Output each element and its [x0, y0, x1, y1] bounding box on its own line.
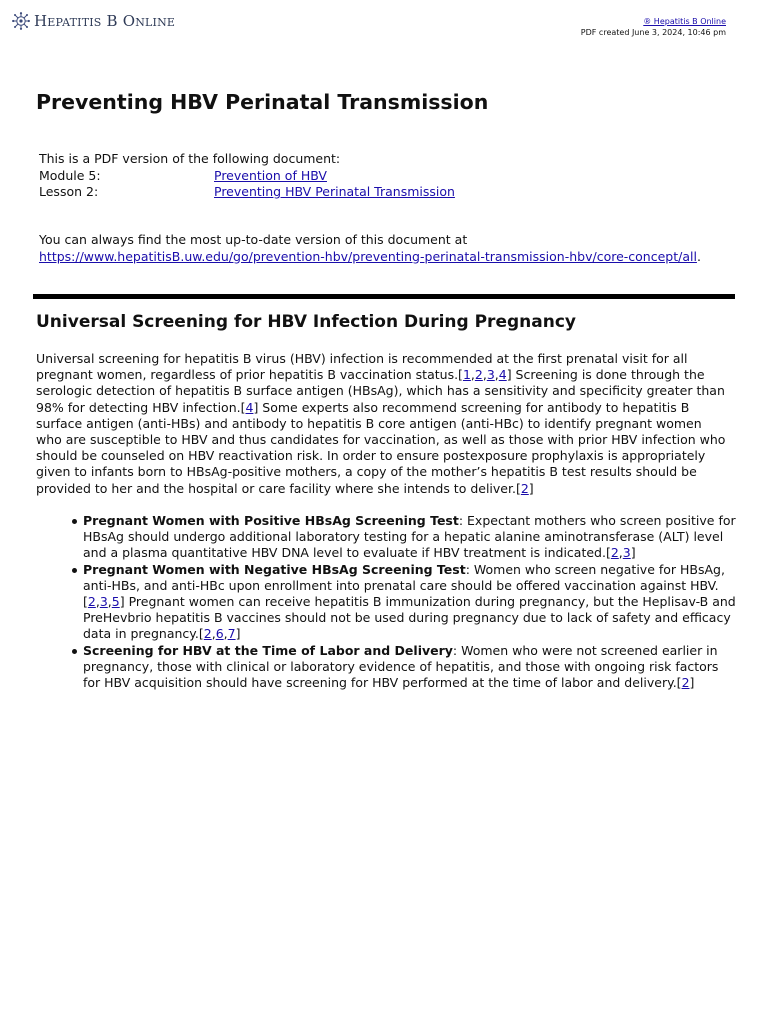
intro-text-2: ] Screening is done through the serologic detection of hepatitis B surface antigen (HBsAg), which has a sensitivity and specificity greater than 98% for detecting HBV infection.[: [36, 367, 725, 415]
reference-link[interactable]: 4: [245, 399, 254, 415]
list-item: [36, 643, 736, 692]
bullet-text: : Women who were not screened earlier in pregnancy, those with clinical or laboratory evidence of hepatitis, and those with ongoing risk factors for HBV acquisition should have screening for HBV performed at the time of labor and delivery.[: [83, 642, 719, 691]
reference-link[interactable]: 2: [474, 367, 483, 383]
site-logo[interactable]: [12, 12, 175, 30]
bullet-title: Pregnant Women with Negative HBsAg Screening Test: [83, 561, 466, 577]
uptodate-period: .: [696, 248, 701, 264]
lesson-label: Lesson 2:: [39, 184, 99, 199]
reference-link[interactable]: 3: [486, 367, 495, 383]
reference-link[interactable]: 2: [520, 480, 529, 496]
pdf-created-date: PDF created June 3, 2024, 10:46 pm: [580, 28, 726, 37]
bullet-title: Pregnant Women with Positive HBsAg Screening Test: [83, 513, 459, 528]
header-meta: [581, 16, 726, 38]
section-heading: Universal Screening for HBV Infection During Pregnancy: [36, 312, 576, 332]
list-item: Pregnant Women with Negative HBsAg Screening Test: Women who screen negative for HBsAg, anti-HBs, and anti-HBc upon enrollment into prenatal care should be offered vaccination against HBV.[2,3,5] Pregnant women can receive hepatitis B immunization during pregnancy, but the Heplisav-B and PreHevbrio hepatitis B vaccines should not be used during pregnancy due to lack of safety and efficacy data in pregnancy.[2,6,7]: [36, 562, 736, 643]
module-link[interactable]: Prevention of HBV: [214, 167, 327, 183]
lesson-link[interactable]: Preventing HBV Perinatal Transmission: [214, 184, 455, 199]
section-divider: [33, 294, 735, 299]
bullet-text: : Expectant mothers who screen positive for HBsAg should undergo additional laboratory testing for a hepatic alanine aminotransferase (ALT) level and a plasma quantitative HBV DNA level to evaluate if HBV treatment is indicated.[: [83, 513, 736, 561]
bullet-text: ]: [235, 626, 241, 642]
document-meta: [39, 151, 455, 201]
reference-link[interactable]: 7: [227, 626, 236, 642]
reference-link[interactable]: 2: [203, 626, 212, 642]
uptodate-text: You can always find the most up-to-date version of this document at: [39, 232, 468, 247]
site-link[interactable]: ® Hepatitis B Online: [643, 17, 726, 26]
reference-link[interactable]: 5: [111, 594, 120, 610]
reference-link[interactable]: 1: [462, 367, 471, 383]
page-title: Preventing HBV Perinatal Transmission: [36, 90, 489, 114]
bullet-text: : Women who screen negative for HBsAg, anti-HBs, and anti-HBc upon enrollment into prenatal care should be offered vaccination against HBV.[: [83, 561, 725, 610]
reference-link[interactable]: 6: [215, 626, 224, 642]
uptodate-notice: [39, 232, 729, 265]
bullet-text: ]: [689, 675, 695, 691]
page-header: [12, 10, 726, 40]
section-intro-paragraph: Universal screening for hepatitis B virus (HBV) infection is recommended at the first prenatal visit for all pregnant women, regardless of prior hepatitis B vaccination status.[1,2,3,4] Screening is done through the serologic detection of hepatitis B surface antigen (HBsAg), which has a sensitivity and specificity greater than 98% for detecting HBV infection.[4] Some experts also recommend screening for antibody to hepatitis B surface antigen (anti-HBs) and antibody to hepatitis B core antigen (anti-HBc) to identify pregnant women who are susceptible to HBV and thus candidates for vaccination, as well as those with prior HBV infection who should be counseled on HBV reactivation risk. In order to ensure postexposure prophylaxis is appropriately given to infants born to HBsAg-positive mothers, a copy of the mother’s hepatitis B test results should be provided to her and the hospital or care facility where she intends to deliver.[2]: [36, 351, 726, 496]
module-label: Module 5:: [39, 167, 101, 183]
screening-bullet-list: [36, 513, 736, 691]
bullet-text: ]: [630, 545, 636, 561]
intro-text-3: ] Some experts also recommend screening for antibody to hepatitis B surface antigen (anti-HBs) and antibody to hepatitis B core antigen (anti-HBc) to identify pregnant women who are susceptible to HBV and thus candidates for vaccination, as well as those with prior HBV infection who should be counseled on HBV reactivation risk. In order to ensure postexposure prophylaxis is appropriately given to infants born to HBsAg-positive mothers, a copy of the mother’s hepatitis B test results should be provided to her and the hospital or care facility where she intends to deliver.[: [36, 399, 726, 496]
reference-link[interactable]: 2: [610, 545, 619, 561]
intro-text-4: ]: [528, 480, 534, 496]
uptodate-url-link[interactable]: https://www.hepatitisB.uw.edu/go/prevention-hbv/preventing-perinatal-transmission-hbv/core-concept/all: [39, 248, 697, 264]
virus-logo-icon: [12, 12, 30, 30]
reference-link[interactable]: 4: [498, 367, 507, 383]
reference-link[interactable]: 2: [87, 594, 96, 610]
reference-link[interactable]: 2: [681, 675, 690, 691]
meta-intro: This is a PDF version of the following document:: [39, 151, 341, 166]
intro-text-1: Universal screening for hepatitis B virus (HBV) infection is recommended at the first prenatal visit for all pregnant women, regardless of prior hepatitis B vaccination status.[: [36, 351, 688, 383]
reference-link[interactable]: 3: [99, 594, 108, 610]
meta-lesson-row: [39, 184, 455, 201]
logo-text: Hepatitis B Online: [34, 12, 176, 30]
reference-link[interactable]: 3: [622, 545, 631, 561]
list-item: Pregnant Women with Positive HBsAg Screening Test: Expectant mothers who screen positive for HBsAg should undergo additional laboratory testing for a hepatic alanine aminotransferase (ALT) level and a plasma quantitative HBV DNA level to evaluate if HBV treatment is indicated.[2,3]: [36, 513, 736, 562]
bullet-title: Screening for HBV at the Time of Labor and Delivery: [83, 642, 453, 658]
meta-module-row: [39, 168, 455, 185]
bullet-text: ] Pregnant women can receive hepatitis B immunization during pregnancy, but the Heplisav-B and PreHevbrio hepatitis B vaccines should not be used during pregnancy due to lack of safety and efficacy data in pregnancy.[: [83, 594, 736, 642]
